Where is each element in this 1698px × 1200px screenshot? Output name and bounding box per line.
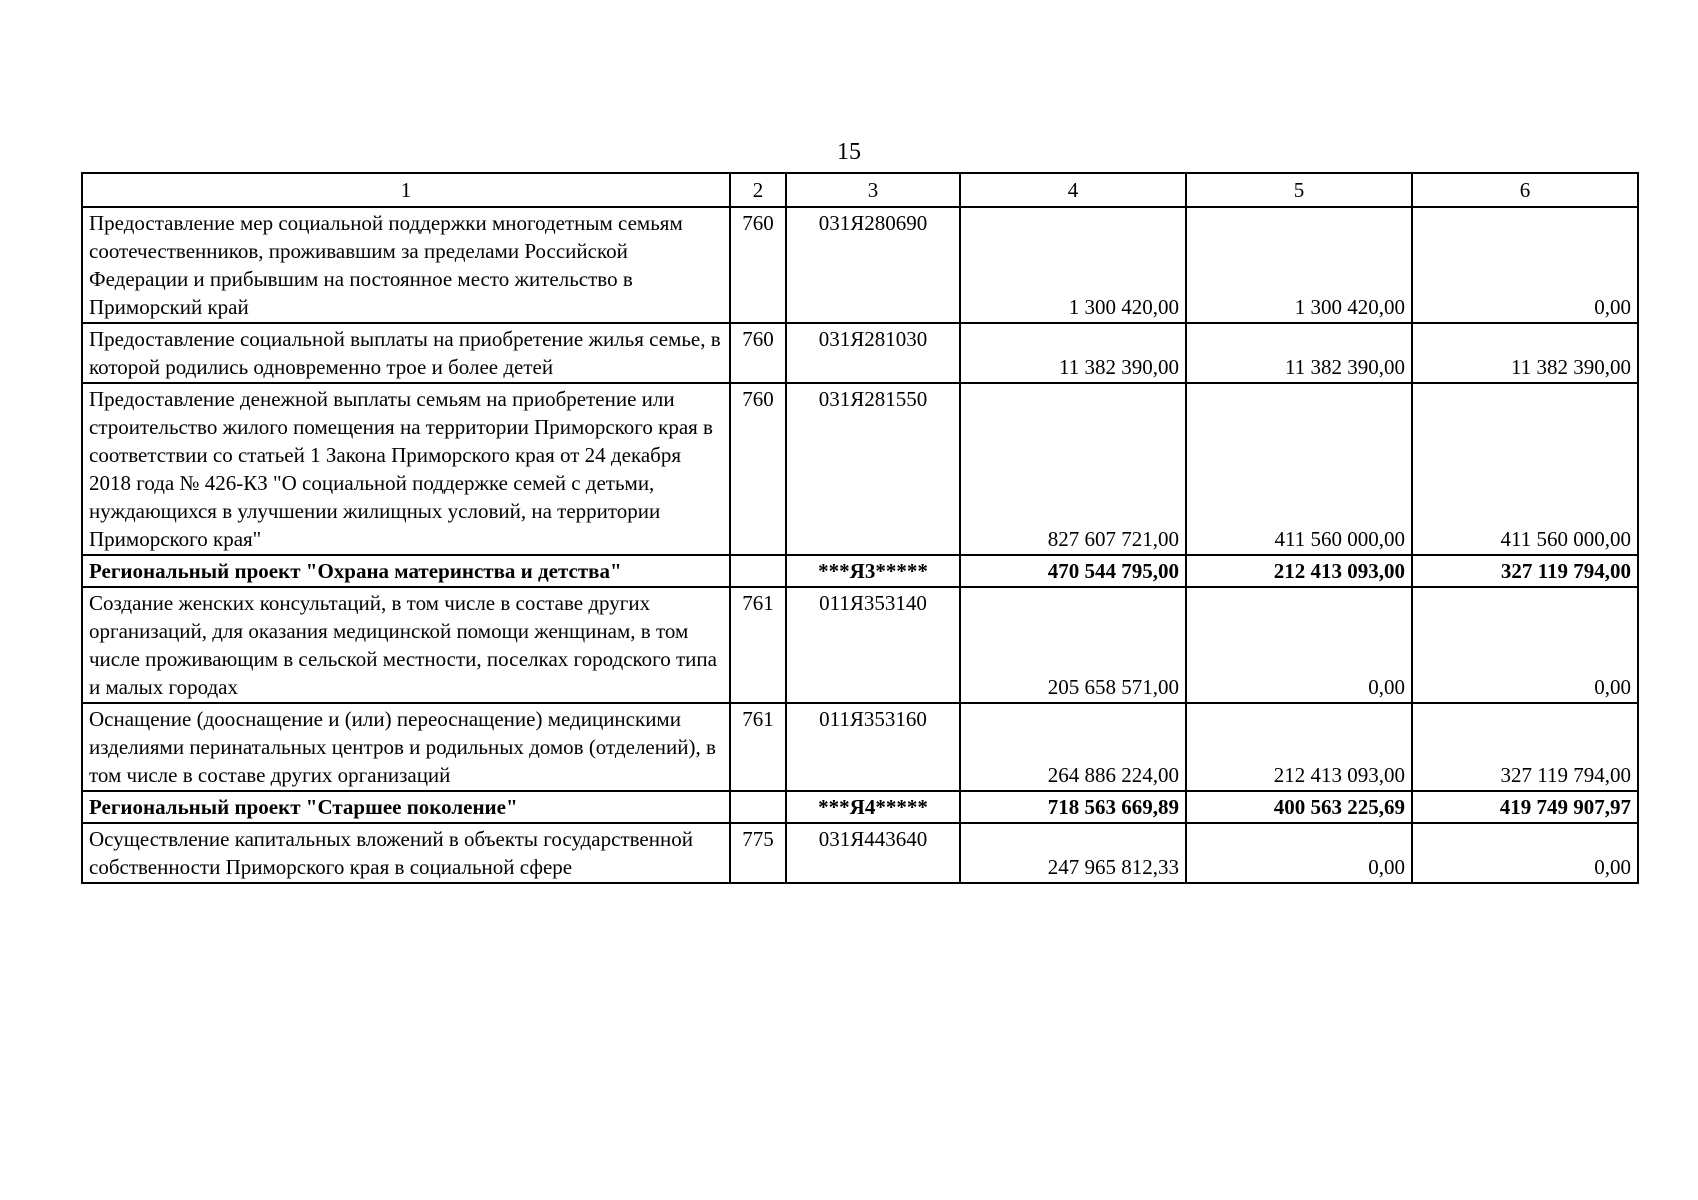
row-name-cell: Предоставление социальной выплаты на приобретение жилья семье, в которой родились одновременно трое и более детей (82, 323, 730, 383)
row-value-col5: 212 413 093,00 (1186, 555, 1412, 587)
row-value-col4: 264 886 224,00 (960, 703, 1186, 791)
row-name-cell: Региональный проект "Старшее поколение" (82, 791, 730, 823)
row-code-cell (730, 555, 786, 587)
row-value-col4: 1 300 420,00 (960, 207, 1186, 323)
row-code-cell: 760 (730, 323, 786, 383)
row-value-col6: 0,00 (1412, 207, 1638, 323)
section-total-row (82, 791, 1638, 823)
row-name-cell: Осуществление капитальных вложений в объекты государственной собственности Приморского края в социальной сфере (82, 823, 730, 883)
row-value-col6: 0,00 (1412, 823, 1638, 883)
table-row (82, 383, 1638, 555)
row-target-cell: 011Я353140 (786, 587, 960, 703)
row-value-col5: 212 413 093,00 (1186, 703, 1412, 791)
row-value-col6: 327 119 794,00 (1412, 555, 1638, 587)
row-value-col5: 0,00 (1186, 587, 1412, 703)
column-number: 2 (730, 173, 786, 207)
row-target-cell: 031Я281030 (786, 323, 960, 383)
column-number-row (82, 173, 1638, 207)
row-target-cell: 031Я443640 (786, 823, 960, 883)
row-target-cell: 011Я353160 (786, 703, 960, 791)
column-number: 6 (1412, 173, 1638, 207)
table-row (82, 323, 1638, 383)
row-value-col6: 327 119 794,00 (1412, 703, 1638, 791)
row-value-col6: 411 560 000,00 (1412, 383, 1638, 555)
row-code-cell: 761 (730, 587, 786, 703)
row-target-cell: 031Я281550 (786, 383, 960, 555)
column-number: 5 (1186, 173, 1412, 207)
table-row (82, 703, 1638, 791)
row-value-col4: 827 607 721,00 (960, 383, 1186, 555)
table-row (82, 823, 1638, 883)
column-number: 3 (786, 173, 960, 207)
row-value-col5: 0,00 (1186, 823, 1412, 883)
row-target-cell: ***Я4***** (786, 791, 960, 823)
table-row (82, 587, 1638, 703)
budget-table (81, 172, 1639, 884)
section-total-row (82, 555, 1638, 587)
row-name-cell: Предоставление денежной выплаты семьям на приобретение или строительство жилого помещения на территории Приморского края в соответствии со статьей 1 Закона Приморского края от 24 декабря 2018 года № 426-КЗ "О социальной поддержке семей с детьми, нуждающихся в улучшении жилищных условий, на территории Приморского края" (82, 383, 730, 555)
row-code-cell: 760 (730, 207, 786, 323)
row-value-col4: 11 382 390,00 (960, 323, 1186, 383)
row-value-col6: 419 749 907,97 (1412, 791, 1638, 823)
row-value-col4: 470 544 795,00 (960, 555, 1186, 587)
column-number: 1 (82, 173, 730, 207)
row-target-cell: 031Я280690 (786, 207, 960, 323)
row-value-col5: 411 560 000,00 (1186, 383, 1412, 555)
row-code-cell: 761 (730, 703, 786, 791)
row-code-cell (730, 791, 786, 823)
row-name-cell: Оснащение (дооснащение и (или) переоснащение) медицинскими изделиями перинатальных центров и родильных домов (отделений), в том числе в составе других организаций (82, 703, 730, 791)
row-value-col4: 205 658 571,00 (960, 587, 1186, 703)
table-row (82, 207, 1638, 323)
row-value-col4: 247 965 812,33 (960, 823, 1186, 883)
row-name-cell: Предоставление мер социальной поддержки многодетным семьям соотечественников, проживавшим за пределами Российской Федерации и прибывшим на постоянное место жительство в Приморский край (82, 207, 730, 323)
row-value-col5: 11 382 390,00 (1186, 323, 1412, 383)
row-value-col6: 0,00 (1412, 587, 1638, 703)
row-code-cell: 760 (730, 383, 786, 555)
page-number: 15 (837, 139, 861, 165)
column-number: 4 (960, 173, 1186, 207)
row-name-cell: Региональный проект "Охрана материнства и детства" (82, 555, 730, 587)
row-value-col5: 1 300 420,00 (1186, 207, 1412, 323)
row-target-cell: ***Я3***** (786, 555, 960, 587)
row-value-col5: 400 563 225,69 (1186, 791, 1412, 823)
row-value-col4: 718 563 669,89 (960, 791, 1186, 823)
row-name-cell: Создание женских консультаций, в том числе в составе других организаций, для оказания медицинской помощи женщинам, в том числе проживающим в сельской местности, поселках городского типа и малых городах (82, 587, 730, 703)
row-code-cell: 775 (730, 823, 786, 883)
row-value-col6: 11 382 390,00 (1412, 323, 1638, 383)
